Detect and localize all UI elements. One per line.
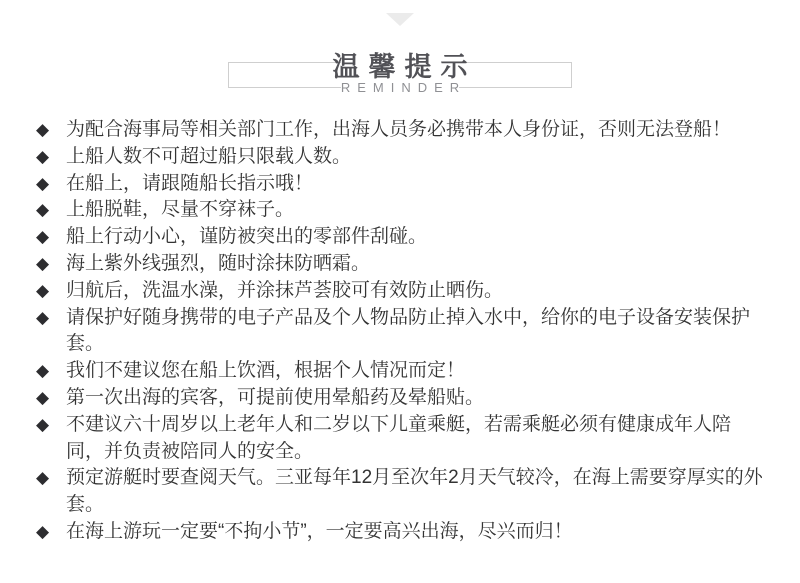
page-subtitle: REMINDER	[340, 80, 467, 95]
reminder-item	[0, 144, 764, 171]
reminder-text: 船上行动小心，谨防被突出的零部件刮碰。	[66, 226, 428, 248]
reminder-text: 为配合海事局等相关部门工作，出海人员务必携带本人身份证，否则无法登船！	[66, 119, 732, 140]
reminder-text: 在船上，请跟随船长指示哦！	[66, 172, 314, 194]
reminder-list	[0, 117, 800, 546]
reminder-item	[0, 171, 764, 198]
reminder-item	[0, 465, 764, 519]
reminder-text: 不建议六十周岁以上老年人和二岁以下儿童乘艇，若需乘艇必须有健康成年人陪同，并负责被陪同人的安全。	[66, 413, 732, 462]
reminder-item	[0, 251, 764, 278]
diamond-bullet-icon: ◆	[36, 414, 50, 435]
reminder-item	[0, 197, 764, 224]
diamond-bullet-icon: ◆	[36, 146, 50, 167]
reminder-item	[0, 385, 764, 412]
diamond-bullet-icon: ◆	[36, 173, 50, 194]
reminder-text: 预定游艇时要查阅天气。三亚每年12月至次年2月天气较冷，在海上需要穿厚实的外套。	[66, 467, 763, 516]
reminder-text: 我们不建议您在船上饮酒，根据个人情况而定！	[66, 360, 466, 382]
diamond-bullet-icon: ◆	[36, 361, 50, 382]
reminder-item	[0, 305, 764, 359]
down-triangle-icon	[386, 13, 414, 26]
diamond-bullet-icon: ◆	[36, 468, 50, 489]
reminder-text: 请保护好随身携带的电子产品及个人物品防止掉入水中，给你的电子设备安装保护套。	[66, 306, 751, 355]
reminder-header	[0, 0, 800, 108]
reminder-text: 第一次出海的宾客，可提前使用晕船药及晕船贴。	[66, 386, 485, 408]
diamond-bullet-icon: ◆	[36, 280, 50, 301]
reminder-item	[0, 412, 764, 466]
reminder-text: 海上紫外线强烈，随时涂抹防晒霜。	[66, 252, 371, 274]
reminder-item	[0, 358, 764, 385]
reminder-item	[0, 224, 764, 251]
reminder-text: 上船人数不可超过船只限载人数。	[66, 145, 352, 167]
reminder-text: 归航后，洗温水澡，并涂抹芦荟胶可有效防止晒伤。	[66, 279, 504, 301]
diamond-bullet-icon: ◆	[36, 521, 50, 542]
diamond-bullet-icon: ◆	[36, 387, 50, 408]
reminder-item	[0, 117, 764, 144]
diamond-bullet-icon: ◆	[36, 253, 50, 274]
diamond-bullet-icon: ◆	[36, 120, 50, 140]
reminder-item	[0, 278, 764, 305]
diamond-bullet-icon: ◆	[36, 200, 50, 221]
page-title: 温馨提示	[332, 52, 477, 82]
reminder-text: 上船脱鞋，尽量不穿袜子。	[66, 199, 295, 221]
diamond-bullet-icon: ◆	[36, 307, 50, 328]
reminder-item	[0, 519, 764, 546]
reminder-text: 在海上游玩一定要“不拘小节”，一定要高兴出海，尽兴而归！	[66, 520, 573, 542]
diamond-bullet-icon: ◆	[36, 227, 50, 248]
